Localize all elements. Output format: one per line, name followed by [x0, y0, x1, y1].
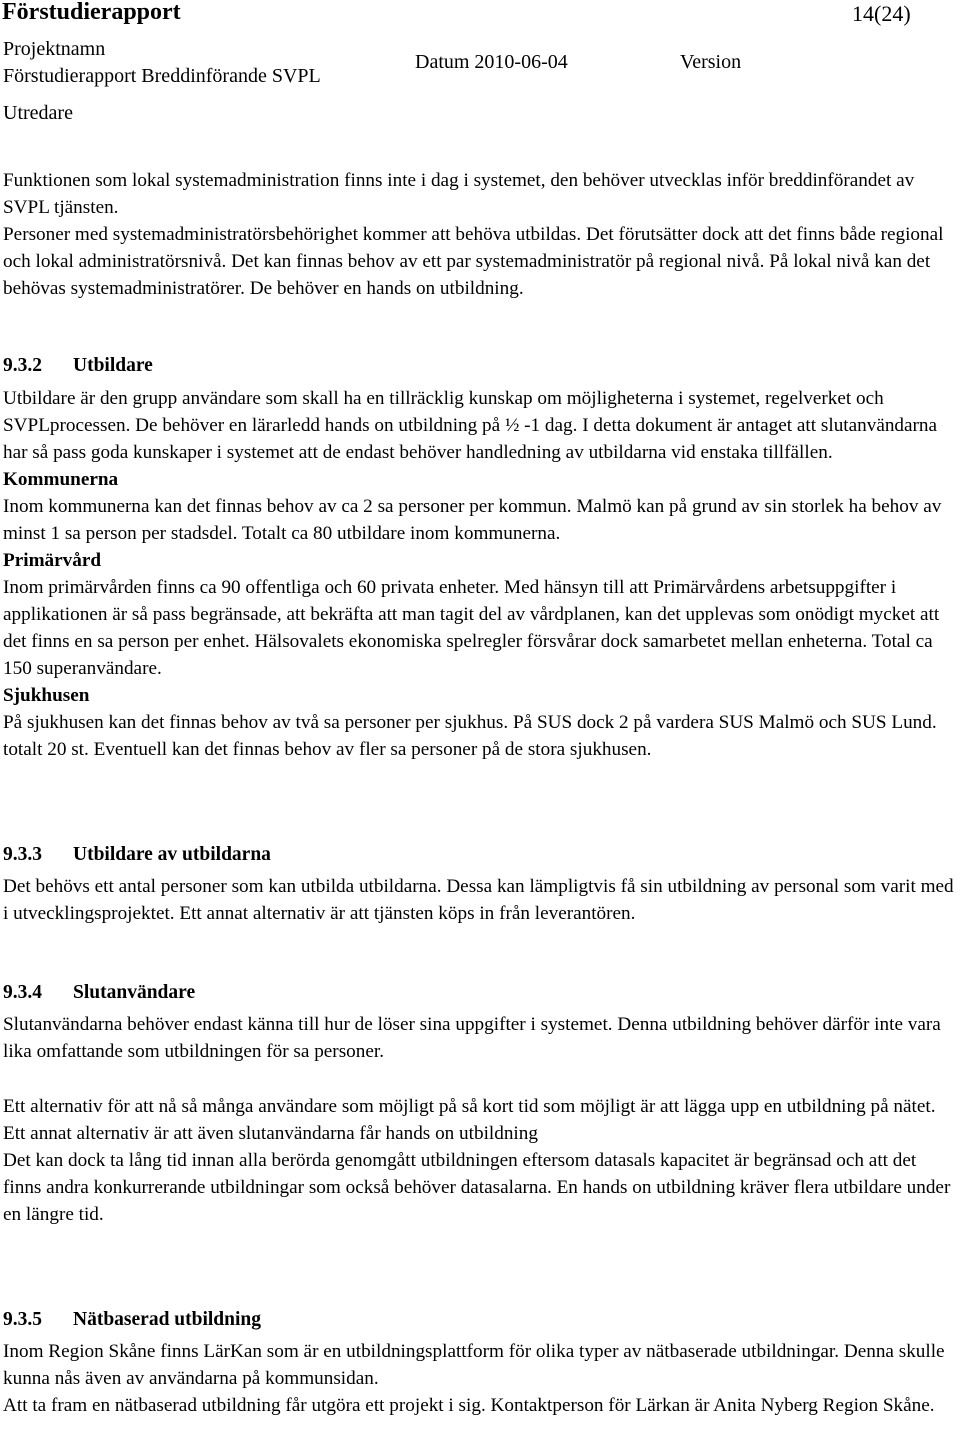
section-9-3-3: [3, 841, 955, 927]
section-title: Nätbaserad utbildning: [73, 1309, 262, 1330]
intro-paragraph: Personer med systemadministratörsbehörighet kommer att behöva utbildas. Det förutsätter dock att det finns både regional och lokal administratörsnivå. Det kan finnas behov av ett par systemadministratör på regional nivå. På lokal nivå kan det behövas systemadministratörer. De behöver en hands on utbildning.: [3, 224, 944, 299]
section-heading: [3, 352, 955, 379]
body-paragraph: Inom Region Skåne finns LärKan som är en utbildningsplattform för olika typer av nätbaserade utbildningar. Denna skulle kunna nås även av användarna på kommunsidan.: [3, 1341, 945, 1389]
version-label: Version: [680, 51, 742, 73]
section-heading: [3, 1306, 955, 1333]
body-paragraph: Det behövs ett antal personer som kan utbilda utbildarna. Dessa kan lämpligtvis få sin utbildning av personal som varit med i utvecklingsprojektet. Ett annat alternativ är att tjänsten köps in från leverantören.: [3, 876, 954, 924]
document-date: Datum 2010-06-04: [415, 51, 568, 73]
body-paragraph: Inom primärvården finns ca 90 offentliga och 60 privata enheter. Med hänsyn till att Primärvårdens arbetsuppgifter i applikationen är så pass begränsade, att bekräfta att man tagit del av vårdplanen, kan det upplevas som onödigt mycket att det finns en sa person per enhet. Hälsovalets ekonomiska spelregler försvårar dock samarbetet mellan enheterna. Total ca 150 superanvändare.: [3, 577, 940, 679]
section-number: 9.3.4: [3, 982, 42, 1003]
body-paragraph: Slutanvändarna behöver endast känna till hur de löser sina uppgifter i systemet. Denna utbildning behöver därför inte vara lika omfattande som utbildningen för sa personer.: [3, 1014, 941, 1062]
body-paragraph: Att ta fram en nätbaserad utbildning får utgöra ett projekt i sig. Kontaktperson för Lärkan är Anita Nyberg Region Skåne.: [3, 1395, 935, 1416]
project-name: Förstudierapport Breddinförande SVPL: [3, 65, 321, 87]
body-paragraph: Utbildare är den grupp användare som skall ha en tillräcklig kunskap om möjligheterna i systemet, regelverket och SVPLprocessen. De behöver en lärarledd hands on utbildning på ½ -1 dag. I detta dokument är antaget att slutanvändarna har så pass goda kunskaper i systemet att de endast behöver handledning av utbildarna vid enstaka tillfällen.: [3, 388, 938, 463]
intro-paragraph: Funktionen som lokal systemadministration finns inte i dag i systemet, den behöver utvecklas inför breddinförandet av SVPL tjänsten.: [3, 170, 915, 218]
project-label: Projektnamn: [3, 38, 106, 60]
subheading-primarvard: Primärvård: [3, 550, 102, 571]
section-number: 9.3.3: [3, 844, 42, 865]
body-paragraph: Ett annat alternativ är att även slutanvändarna får hands on utbildning: [3, 1123, 538, 1144]
section-9-3-2: [3, 352, 955, 763]
intro-section: [3, 167, 955, 302]
page-number: 14(24): [852, 1, 911, 26]
subheading-sjukhusen: Sjukhusen: [3, 685, 90, 706]
section-title: Utbildare: [73, 355, 153, 376]
section-heading: [3, 979, 955, 1006]
body-paragraph: Inom kommunerna kan det finnas behov av ca 2 sa personer per kommun. Malmö kan på grund av sin storlek ha behov av minst 1 sa person per stadsdel. Totalt ca 80 utbildare inom kommunerna.: [3, 496, 942, 544]
section-title: Utbildare av utbildarna: [73, 844, 271, 865]
body-paragraph: Ett alternativ för att nå så många användare som möjligt på så kort tid som möjligt är att lägga upp en utbildning på nätet.: [3, 1096, 936, 1117]
body-paragraph: Det kan dock ta lång tid innan alla berörda genomgått utbildningen eftersom datasals kapacitet är begränsad och att det finns andra konkurrerande utbildningar som också behöver datasalarna. En hands on utbildning kräver flera utbildare under en längre tid.: [3, 1150, 951, 1225]
section-9-3-5: [3, 1306, 955, 1419]
section-number: 9.3.2: [3, 355, 42, 376]
section-9-3-4: [3, 979, 955, 1228]
section-number: 9.3.5: [3, 1309, 42, 1330]
section-heading: [3, 841, 955, 868]
investigator-label: Utredare: [3, 102, 73, 124]
document-title: Förstudierapport: [2, 0, 181, 25]
body-paragraph: På sjukhusen kan det finnas behov av två sa personer per sjukhus. På SUS dock 2 på vardera SUS Malmö och SUS Lund. totalt 20 st. Eventuell kan det finnas behov av fler sa personer på de stora sjukhusen.: [3, 712, 937, 760]
subheading-kommunerna: Kommunerna: [3, 469, 119, 490]
section-title: Slutanvändare: [73, 982, 196, 1003]
